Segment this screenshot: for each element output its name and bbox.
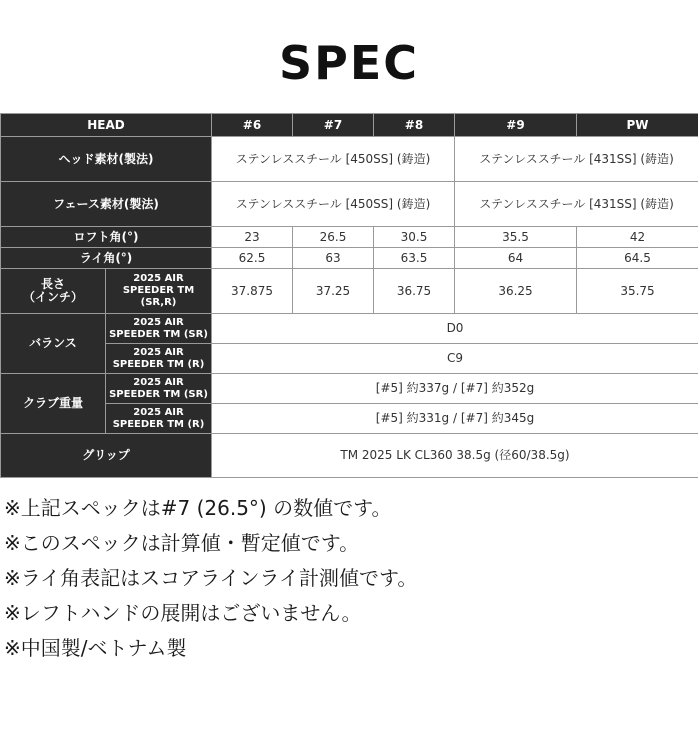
loft-value: 30.5: [374, 227, 455, 248]
length-shaft: [106, 269, 212, 314]
balance-value-sr: D0: [212, 314, 698, 344]
face-material-a: ステンレススチール [450SS] (鋳造): [212, 182, 455, 227]
spec-table: [0, 113, 698, 478]
weight-shaft-sr: [106, 374, 212, 404]
note-item: ※このスペックは計算値・暫定値です。: [4, 531, 360, 555]
head-material-a: ステンレススチール [450SS] (鋳造): [212, 137, 455, 182]
note-item: ※上記スペックは#7 (26.5°) の数値です。: [4, 496, 392, 520]
face-material-row: [1, 182, 698, 227]
length-value: 37.25: [293, 269, 374, 314]
shaft-line: (SR,R): [140, 297, 177, 308]
length-value: 35.75: [577, 269, 698, 314]
col-header-head: HEAD: [1, 114, 212, 137]
balance-row: [1, 344, 698, 374]
lie-label: ライ角(°): [1, 248, 212, 269]
header-row: [1, 114, 698, 137]
col-header-8: #8: [374, 114, 455, 137]
col-header-6: #6: [212, 114, 293, 137]
col-header-pw: PW: [577, 114, 698, 137]
shaft-line: 2025 AIR: [133, 406, 184, 418]
weight-label: クラブ重量: [1, 374, 106, 434]
shaft-line: SPEEDER TM (R): [112, 358, 205, 370]
length-value: 37.875: [212, 269, 293, 314]
length-row: [1, 269, 698, 314]
note-item: ※レフトハンドの展開はございません。: [4, 601, 362, 625]
shaft-line: SPEEDER TM: [122, 285, 195, 296]
balance-value-r: C9: [212, 344, 698, 374]
grip-label: グリップ: [1, 434, 212, 478]
shaft-line: SPEEDER TM (SR): [109, 328, 208, 340]
head-material-b: ステンレススチール [431SS] (鋳造): [455, 137, 698, 182]
balance-label: バランス: [1, 314, 106, 374]
weight-value-sr: [#5] 約337g / [#7] 約352g: [212, 374, 698, 404]
balance-shaft-r: [106, 344, 212, 374]
length-value: 36.75: [374, 269, 455, 314]
lie-value: 64.5: [577, 248, 698, 269]
head-material-row: [1, 137, 698, 182]
col-header-7: #7: [293, 114, 374, 137]
grip-value: TM 2025 LK CL360 38.5g (径60/38.5g): [212, 434, 698, 478]
loft-label: ロフト角(°): [1, 227, 212, 248]
loft-row: [1, 227, 698, 248]
weight-value-r: [#5] 約331g / [#7] 約345g: [212, 404, 698, 434]
lie-row: [1, 248, 698, 269]
balance-shaft-sr: [106, 314, 212, 344]
shaft-line: SPEEDER TM (SR): [109, 388, 208, 400]
col-header-9: #9: [455, 114, 577, 137]
shaft-line: 2025 AIR: [133, 346, 184, 358]
weight-row: [1, 404, 698, 434]
lie-value: 62.5: [212, 248, 293, 269]
page-title: SPEC: [278, 36, 420, 90]
loft-value: 35.5: [455, 227, 577, 248]
head-material-label: ヘッド素材(製法): [1, 137, 212, 182]
grip-row: [1, 434, 698, 478]
weight-row: [1, 374, 698, 404]
loft-value: 42: [577, 227, 698, 248]
lie-value: 63.5: [374, 248, 455, 269]
loft-value: 23: [212, 227, 293, 248]
lie-value: 64: [455, 248, 577, 269]
shaft-line: 2025 AIR: [133, 273, 184, 284]
shaft-line: SPEEDER TM (R): [112, 418, 205, 430]
loft-value: 26.5: [293, 227, 374, 248]
face-material-b: ステンレススチール [431SS] (鋳造): [455, 182, 698, 227]
balance-row: [1, 314, 698, 344]
lie-value: 63: [293, 248, 374, 269]
length-label: [1, 269, 106, 314]
notes-list: [4, 491, 694, 666]
note-item: ※中国製/ベトナム製: [4, 636, 187, 660]
length-label-line2: （インチ）: [22, 290, 83, 304]
length-label-line1: 長さ: [40, 277, 65, 291]
face-material-label: フェース素材(製法): [1, 182, 212, 227]
note-item: ※ライ角表記はスコアラインライ計測値です。: [4, 566, 418, 590]
length-value: 36.25: [455, 269, 577, 314]
shaft-line: 2025 AIR: [133, 316, 184, 328]
shaft-line: 2025 AIR: [133, 376, 184, 388]
weight-shaft-r: [106, 404, 212, 434]
